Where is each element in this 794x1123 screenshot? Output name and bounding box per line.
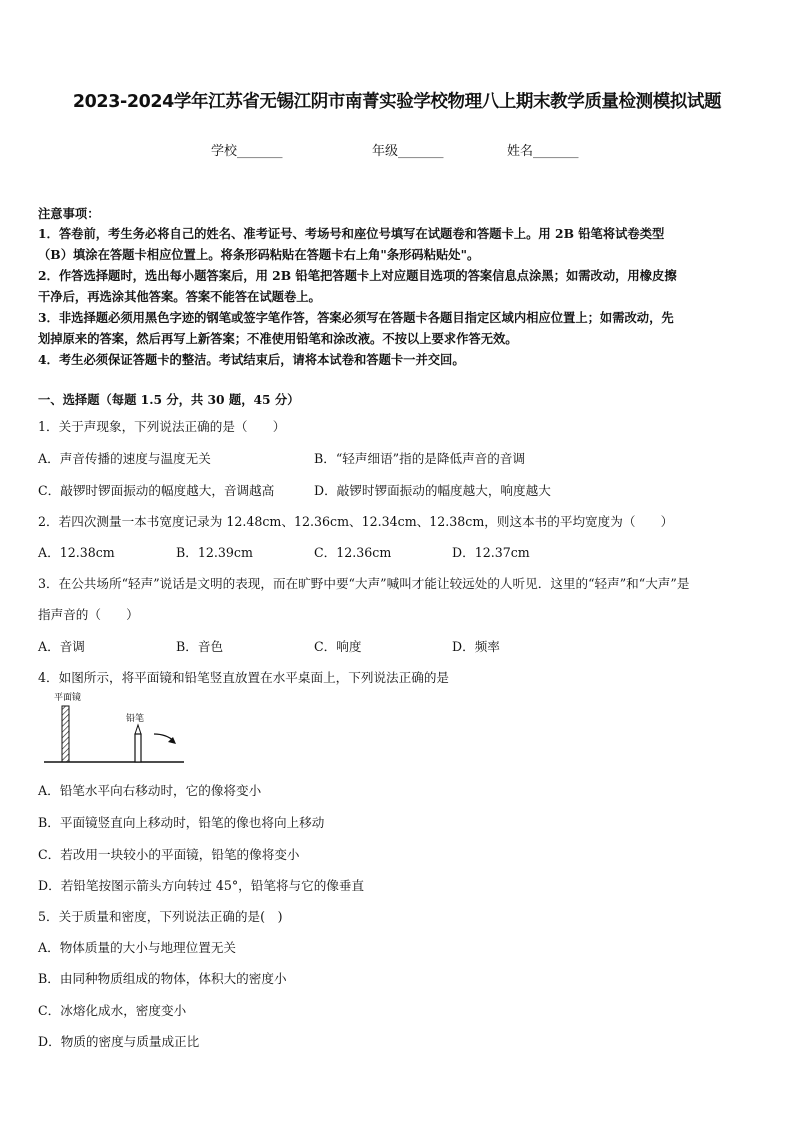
q3-option-a: A．音调 [38, 639, 85, 654]
q1-option-b: B．“轻声细语”指的是降低声音的音调 [314, 451, 526, 466]
q5-option-a: A．物体质量的大小与地理位置无关 [38, 940, 237, 955]
q5-option-c: C．冰熔化成水，密度变小 [38, 1003, 187, 1018]
q2-stem: 2．若四次测量一本书宽度记录为 12.48cm、12.36cm、12.34cm、12.38cm，则这本书的平均宽度为（ ） [38, 514, 674, 529]
q5-option-b: B．由同种物质组成的物体，体积大的密度小 [38, 971, 287, 986]
notice-line: 1．答卷前，考生务必将自己的姓名、准考证号、考场号和座位号填写在试题卷和答题卡上。用 2B 铅笔将试卷类型 [38, 226, 665, 241]
q1-stem: 1．关于声现象，下列说法正确的是（ ） [38, 419, 286, 434]
notice-line: 干净后，再选涂其他答案。答案不能答在试题卷上。 [38, 289, 321, 304]
mirror-pencil-figure [38, 688, 188, 768]
mirror-label: 平面镜 [54, 693, 82, 703]
q4-option-d: D．若铅笔按图示箭头方向转过 45°，铅笔将与它的像垂直 [38, 878, 365, 893]
notice-line: 划掉原来的答案，然后再写上新答案；不准使用铅笔和涂改液。不按以上要求作答无效。 [38, 331, 518, 346]
q5-option-d: D．物质的密度与质量成正比 [38, 1034, 200, 1049]
q2-option-b: B．12.39cm [176, 545, 253, 560]
q4-option-c: C．若改用一块较小的平面镜，铅笔的像将变小 [38, 847, 300, 862]
q5-stem: 5．关于质量和密度，下列说法正确的是( ) [38, 909, 283, 924]
q1-option-a: A．声音传播的速度与温度无关 [38, 451, 211, 466]
q3-stem-cont: 指声音的（ ） [38, 607, 139, 622]
q2-option-a: A．12.38cm [38, 545, 115, 560]
q4-option-a: A．铅笔水平向右移动时，它的像将变小 [38, 783, 262, 798]
notice-line: 3．非选择题必须用黑色字迹的钢笔或签字笔作答，答案必须写在答题卡各题目指定区域内相应位置上；如需改动，先 [38, 310, 674, 325]
grade-field: 年级_______ [372, 144, 444, 159]
notice-line: （B）填涂在答题卡相应位置上。将条形码粘贴在答题卡右上角"条形码粘贴处"。 [38, 247, 480, 262]
notice-line: 2．作答选择题时，选出每小题答案后，用 2B 铅笔把答题卡上对应题目选项的答案信息点涂黑；如需改动，用橡皮擦 [38, 268, 677, 283]
section-heading: 一、选择题（每题 1.5 分，共 30 题，45 分） [38, 392, 300, 407]
rotation-arrow-icon [154, 734, 176, 744]
pencil-label: 铅笔 [126, 714, 145, 724]
q3-option-d: D．频率 [452, 639, 500, 654]
name-field: 姓名_______ [507, 144, 579, 159]
q2-option-c: C．12.36cm [314, 545, 392, 560]
q3-option-b: B．音色 [176, 639, 224, 654]
q1-option-c: C．敲锣时锣面振动的幅度越大，音调越高 [38, 483, 275, 498]
notice-heading: 注意事项： [38, 206, 100, 221]
q4-option-b: B．平面镜竖直向上移动时，铅笔的像也将向上移动 [38, 815, 325, 830]
school-field: 学校_______ [211, 144, 283, 159]
q3-option-c: C．响度 [314, 639, 362, 654]
q4-stem: 4．如图所示，将平面镜和铅笔竖直放置在水平桌面上，下列说法正确的是 [38, 670, 450, 685]
plane-mirror [62, 706, 69, 762]
q1-option-d: D．敲锣时锣面振动的幅度越大，响度越大 [314, 483, 551, 498]
notice-line: 4．考生必须保证答题卡的整洁。考试结束后，请将本试卷和答题卡一并交回。 [38, 352, 465, 367]
pencil [135, 725, 141, 762]
q2-option-d: D．12.37cm [452, 545, 530, 560]
q3-stem: 3．在公共场所“轻声”说话是文明的表现，而在旷野中要“大声”喊叫才能让较远处的人听见．这里的“轻声”和“大声”是 [38, 576, 690, 591]
page-title: 2023-2024学年江苏省无锡江阴市南菁实验学校物理八上期末教学质量检测模拟试题 [72, 92, 722, 112]
